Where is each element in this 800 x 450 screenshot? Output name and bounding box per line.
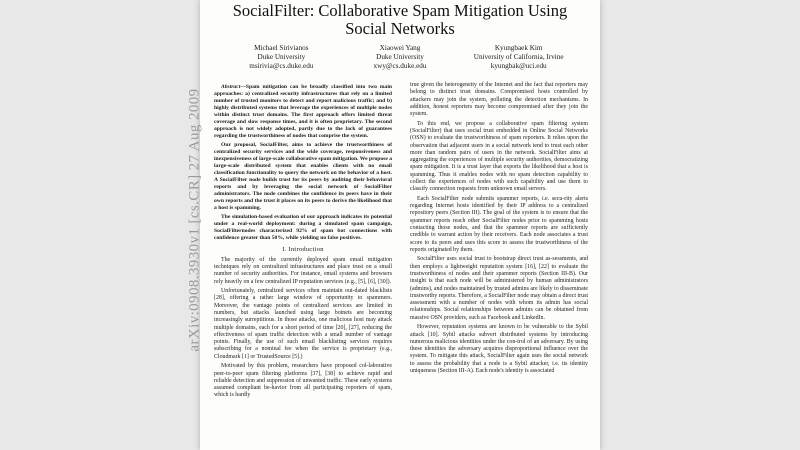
author-name: Kyungbaek Kim [494, 44, 543, 52]
arxiv-stamp: arXiv:0908.3930v1 [cs.CR] 27 Aug 2009 [186, 88, 203, 352]
abstract-p2: Our proposal, SocialFilter, aims to achieve the trustworthiness of centralized security services and the wide coverage, responsiveness and inexpensiveness of large-scale collaborative spam mitigation. We propose a large-scale distributed system that enables clients with no email classification functionality to query the network on the behavior of a host. A SocialFilter node builds trust for its peers by auditing their behavioral reports and by leveraging the social network of SocialFilter administrators. The node combines the confidence its peers have in their own reports and the trust it places on its peers to derive the likelihood that a host is spamming. [214, 142, 393, 212]
author-affiliation: University of California, Irvine [473, 53, 564, 61]
abstract [214, 84, 392, 242]
author-name: Michael Sirivianos [254, 44, 309, 52]
author-name: Xiaowei Yang [379, 44, 421, 52]
body-paragraph: SocialFilter uses social trust to bootstrap direct trust as-sessments, and then employs a lightweight reputation system [16], [22] to evaluate the trustworthiness of nodes and their spammer reports (Section III-B). Our insight is that each node will be administered by human administrators (admins), and nodes maintained by trusted admins are likely to disseminate trustworthy reports. Therefore, a SocialFilter node may obtain a direct trust assessment with a number of nodes with whom its admin has social relationships. Social relationships between admins can be obtained from massive OSN providers, such as Facebook and LinkedIn. [410, 256, 588, 321]
author-email: kyungbak@uci.edu [490, 62, 547, 70]
paper-page [200, 0, 600, 450]
section-heading-introduction: I. Introduction [282, 246, 324, 254]
author-3 [459, 44, 578, 71]
body-paragraph: The majority of the currently deployed spam email mitigation techniques rely on centralized infrastructures and place trust on a small number of security authorities. For instance, email systems and browsers rely heavily on a few centralized IP reputation services (e.g., [5], [6], [30]). [214, 256, 392, 285]
author-block [222, 44, 578, 71]
body-paragraph: Unfortunately, centralized services often maintain out-dated blacklists [28], offering a rather large window of opportunity to spammers. Moreover, the vantage points of centralized services are limited in numbers, but attacks launched using large botnets are becoming increasingly surreptitious. In those attacks, one malicious host may attack multiple domains, each for a short period of time [20], [27], reducing the effectiveness of spam traffic detection with a small number of vantage points. Finally, the use of such email blacklisting services requires subscribing for a nominal fee when the service is proprietary (e.g., Cloudmark [1] or TrustedSource [5].) [214, 288, 392, 360]
abstract-p3: The simulation-based evaluation of our approach indicates its potential under a real-world deployment: during a simulated spam campaign, SocialFilternodes characterized 92% of spam bot connections with confidence greater than 50%, while yielding no false positives. [214, 214, 392, 242]
body-paragraph: Motivated by this problem, researchers have proposed col-laborative peer-to-peer spam filtering platforms [37], [38] to achieve rapid and reliable detection and suppression of unwanted traffic. These early systems assumed compliant be-havior from all participating reporters of spam, which is hardly [214, 363, 392, 399]
paper-title-line-1: SocialFilter: Collaborative Spam Mitigation Using [232, 1, 568, 20]
author-1 [222, 44, 341, 71]
abstract-p1: —Spam mitigation can be broadly classified into two main approaches: a) centralized security infrastructures that rely on a limited number of trusted monitors to detect and report malicious traffic; and b) highly distributed systems that leverage the experiences of multiple nodes within distinct trust domains. The first approach offers limited threat coverage and slow response times, and it is often proprietary. The second approach is not widely adopted, partly due to the lack of guarantees regarding the trustworthiness of nodes that comprise the system. [214, 84, 392, 139]
body-paragraph: true given the heterogeneity of the Internet and the fact that reporters may belong to distinct trust domains. Compromised hosts controlled by attackers may join the system, polluting the detection mechanisms. In addition, honest reporters may become compromised after they join the system. [410, 82, 588, 118]
paper-title [200, 2, 600, 38]
left-column [214, 84, 392, 402]
author-affiliation: Duke University [257, 53, 306, 61]
author-email: xwy@cs.duke.edu [373, 62, 427, 70]
body-paragraph: To this end, we propose a collaborative spam filtering system (SocialFilter) that uses social trust embedded in Online Social Networks (OSN) to evaluate the trustworthiness of spam reporters. It relies upon the observation that adjacent users in a social network tend to trust each other more than random pairs of users in the network. SocialFilter aims at aggregating the experiences of multiple security authorities, democratizing spam mitigation. It is a trust layer that exports the likelihood that a host is spamming. Thus it enables nodes with no spam detection capability to collect the experiences of nodes with such capability and use them to classify connection requests from unknown email servers. [410, 120, 588, 193]
paper-title-line-2: Social Networks [345, 19, 455, 38]
author-email: msirivia@cs.duke.edu [249, 62, 314, 70]
abstract-lead: Abstract [221, 84, 241, 90]
body-paragraph: However, reputation systems are known to be vulnerable to the Sybil attack [10]. Sybil attacks subvert distributed systems by introducing numerous malicious identities under the con-trol of an adversary. By using these identities the adversary acquires disproportional influence over the system. To mitigate this attack, SocialFilter again uses the social network to assess the probability that a node is a Sybil attacker, i.e. its identity uniqueness (Section III-A). Each node's identity is associated [410, 324, 588, 375]
author-2 [341, 44, 460, 71]
body-paragraph: Each SocialFilter node submits spammer reports, i.e. secu-rity alerts regarding Internet hosts identified by their IP address to a centralized repository peers (Section III). The goal of the system is to ensure that the spammer reports reach other SocialFilter nodes prior to spamming hosts contacting those nodes, and that the spammer reports are sufficiently credible to warrant action by their receivers. Each node associates a trust score to its peers and uses this score to assess the trustworthiness of the reports originated by them. [410, 195, 588, 253]
right-column [410, 82, 588, 378]
author-affiliation: Duke University [376, 53, 424, 61]
